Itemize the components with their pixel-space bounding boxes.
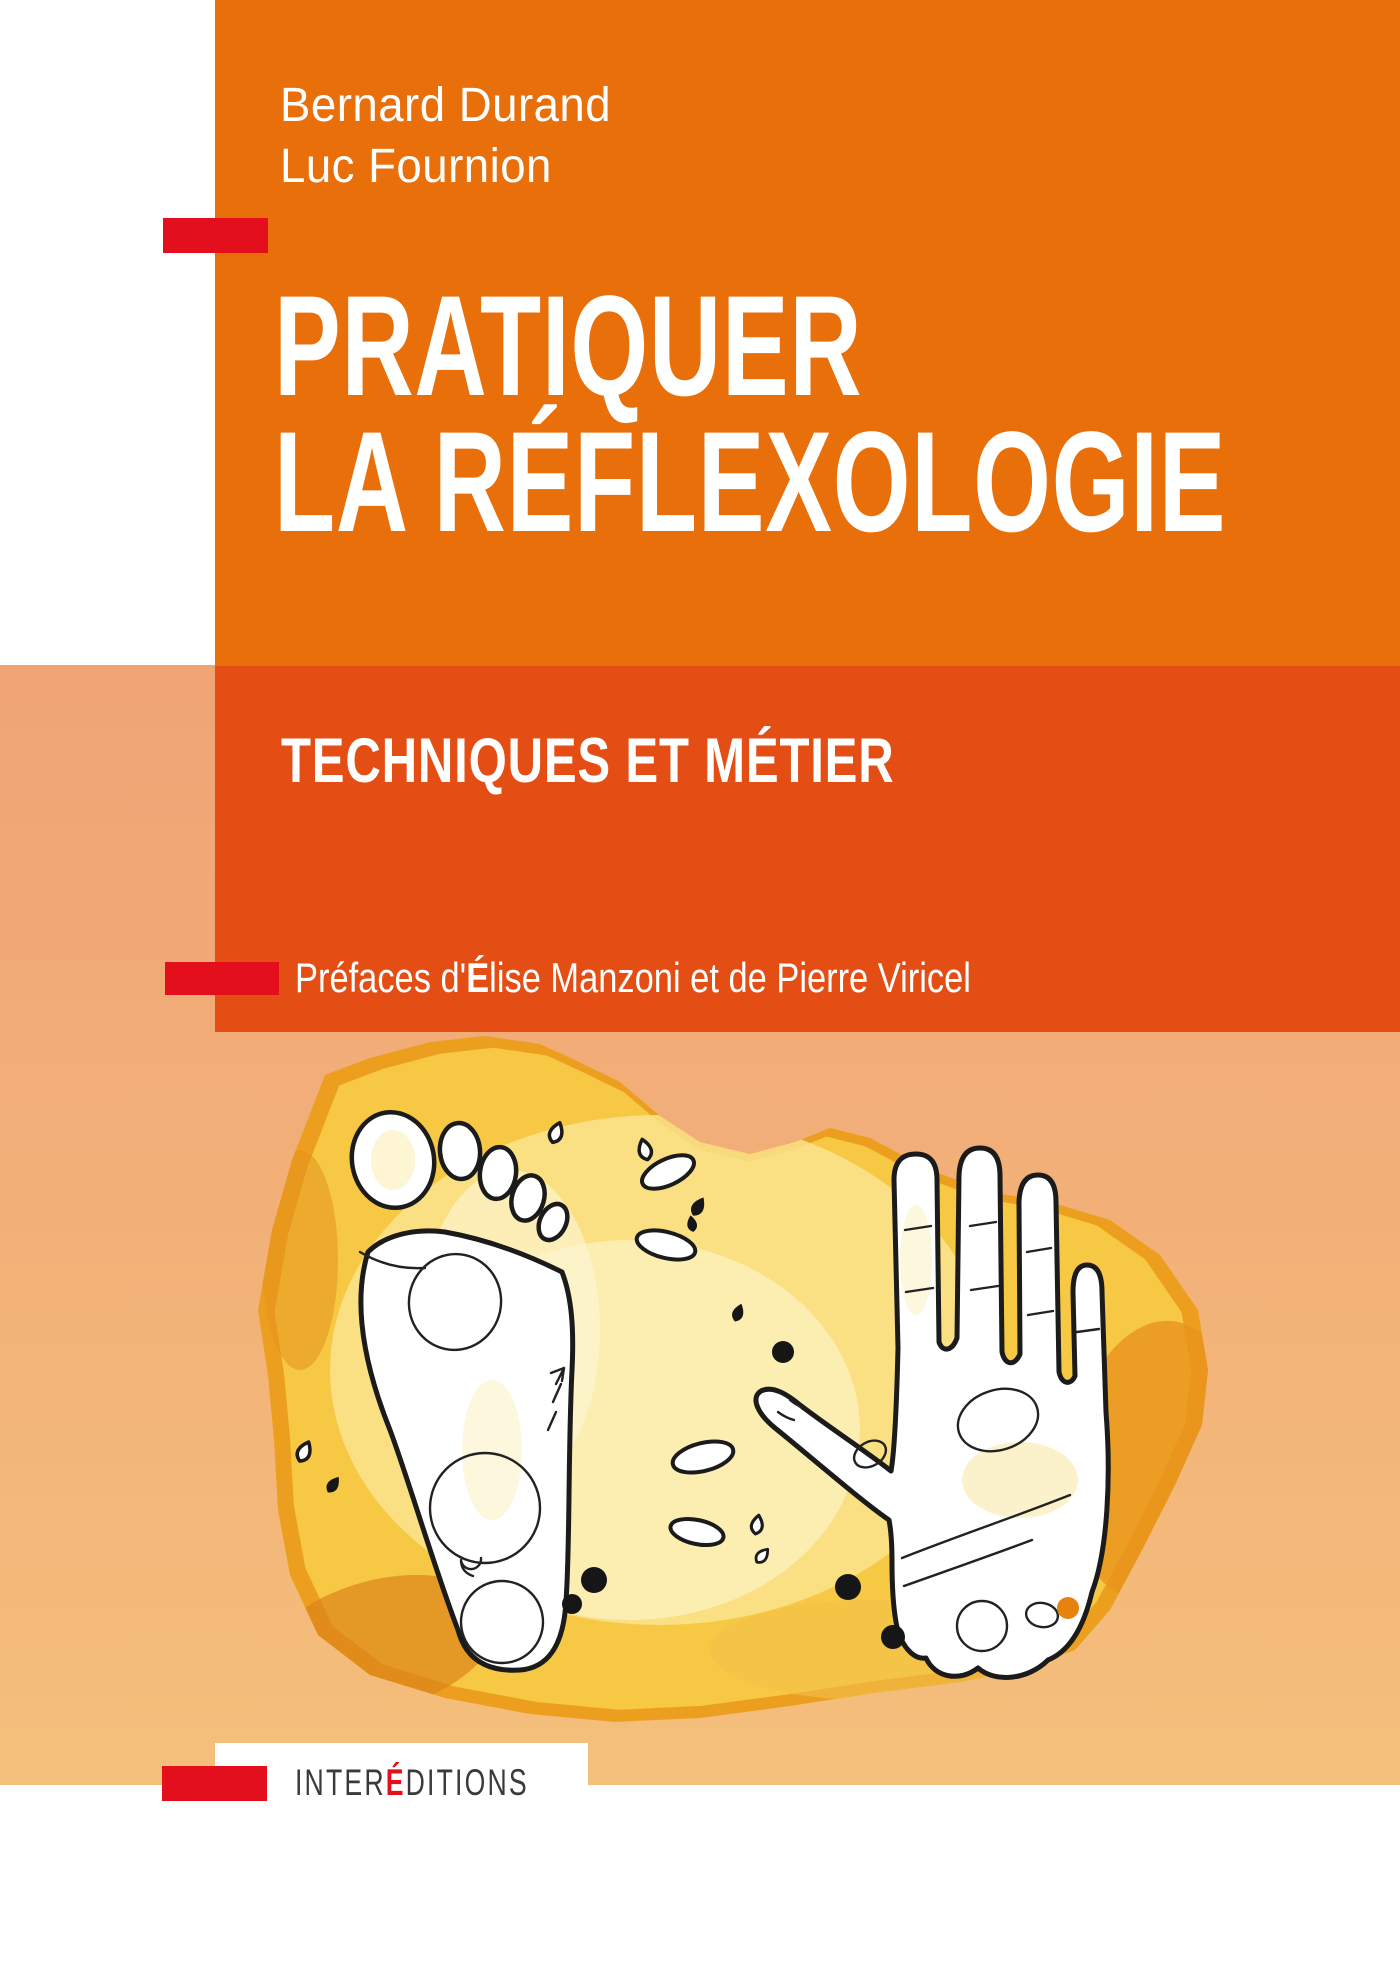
preface-credit <box>295 953 971 1003</box>
publisher-logo-text <box>295 1754 529 1811</box>
red-accent-bar-top <box>163 218 268 253</box>
author-line-1: Bernard Durand <box>280 79 612 132</box>
book-subtitle: TECHNIQUES ET MÉTIER <box>281 726 895 796</box>
red-accent-bar-logo <box>162 1766 267 1801</box>
author-names <box>280 75 611 197</box>
publisher-suffix: DITIONS <box>405 1762 529 1803</box>
orange-dot <box>1057 1597 1079 1619</box>
reflexology-illustration <box>230 1030 1230 1730</box>
book-title <box>274 267 1227 562</box>
preface-prefix: Préfaces d' <box>295 954 467 1001</box>
publisher-accent-letter: É <box>385 1762 406 1803</box>
title-line-2: LA RÉFLEXOLOGIE <box>274 403 1227 562</box>
author-line-2: Luc Fournion <box>280 140 552 193</box>
preface-accent-letter: É <box>466 954 490 1001</box>
red-accent-bar-preface <box>165 962 279 995</box>
publisher-prefix: INTER <box>295 1762 386 1803</box>
preface-rest: lise Manzoni et de Pierre Viricel <box>489 954 971 1001</box>
title-line-1: PRATIQUER <box>274 267 863 426</box>
